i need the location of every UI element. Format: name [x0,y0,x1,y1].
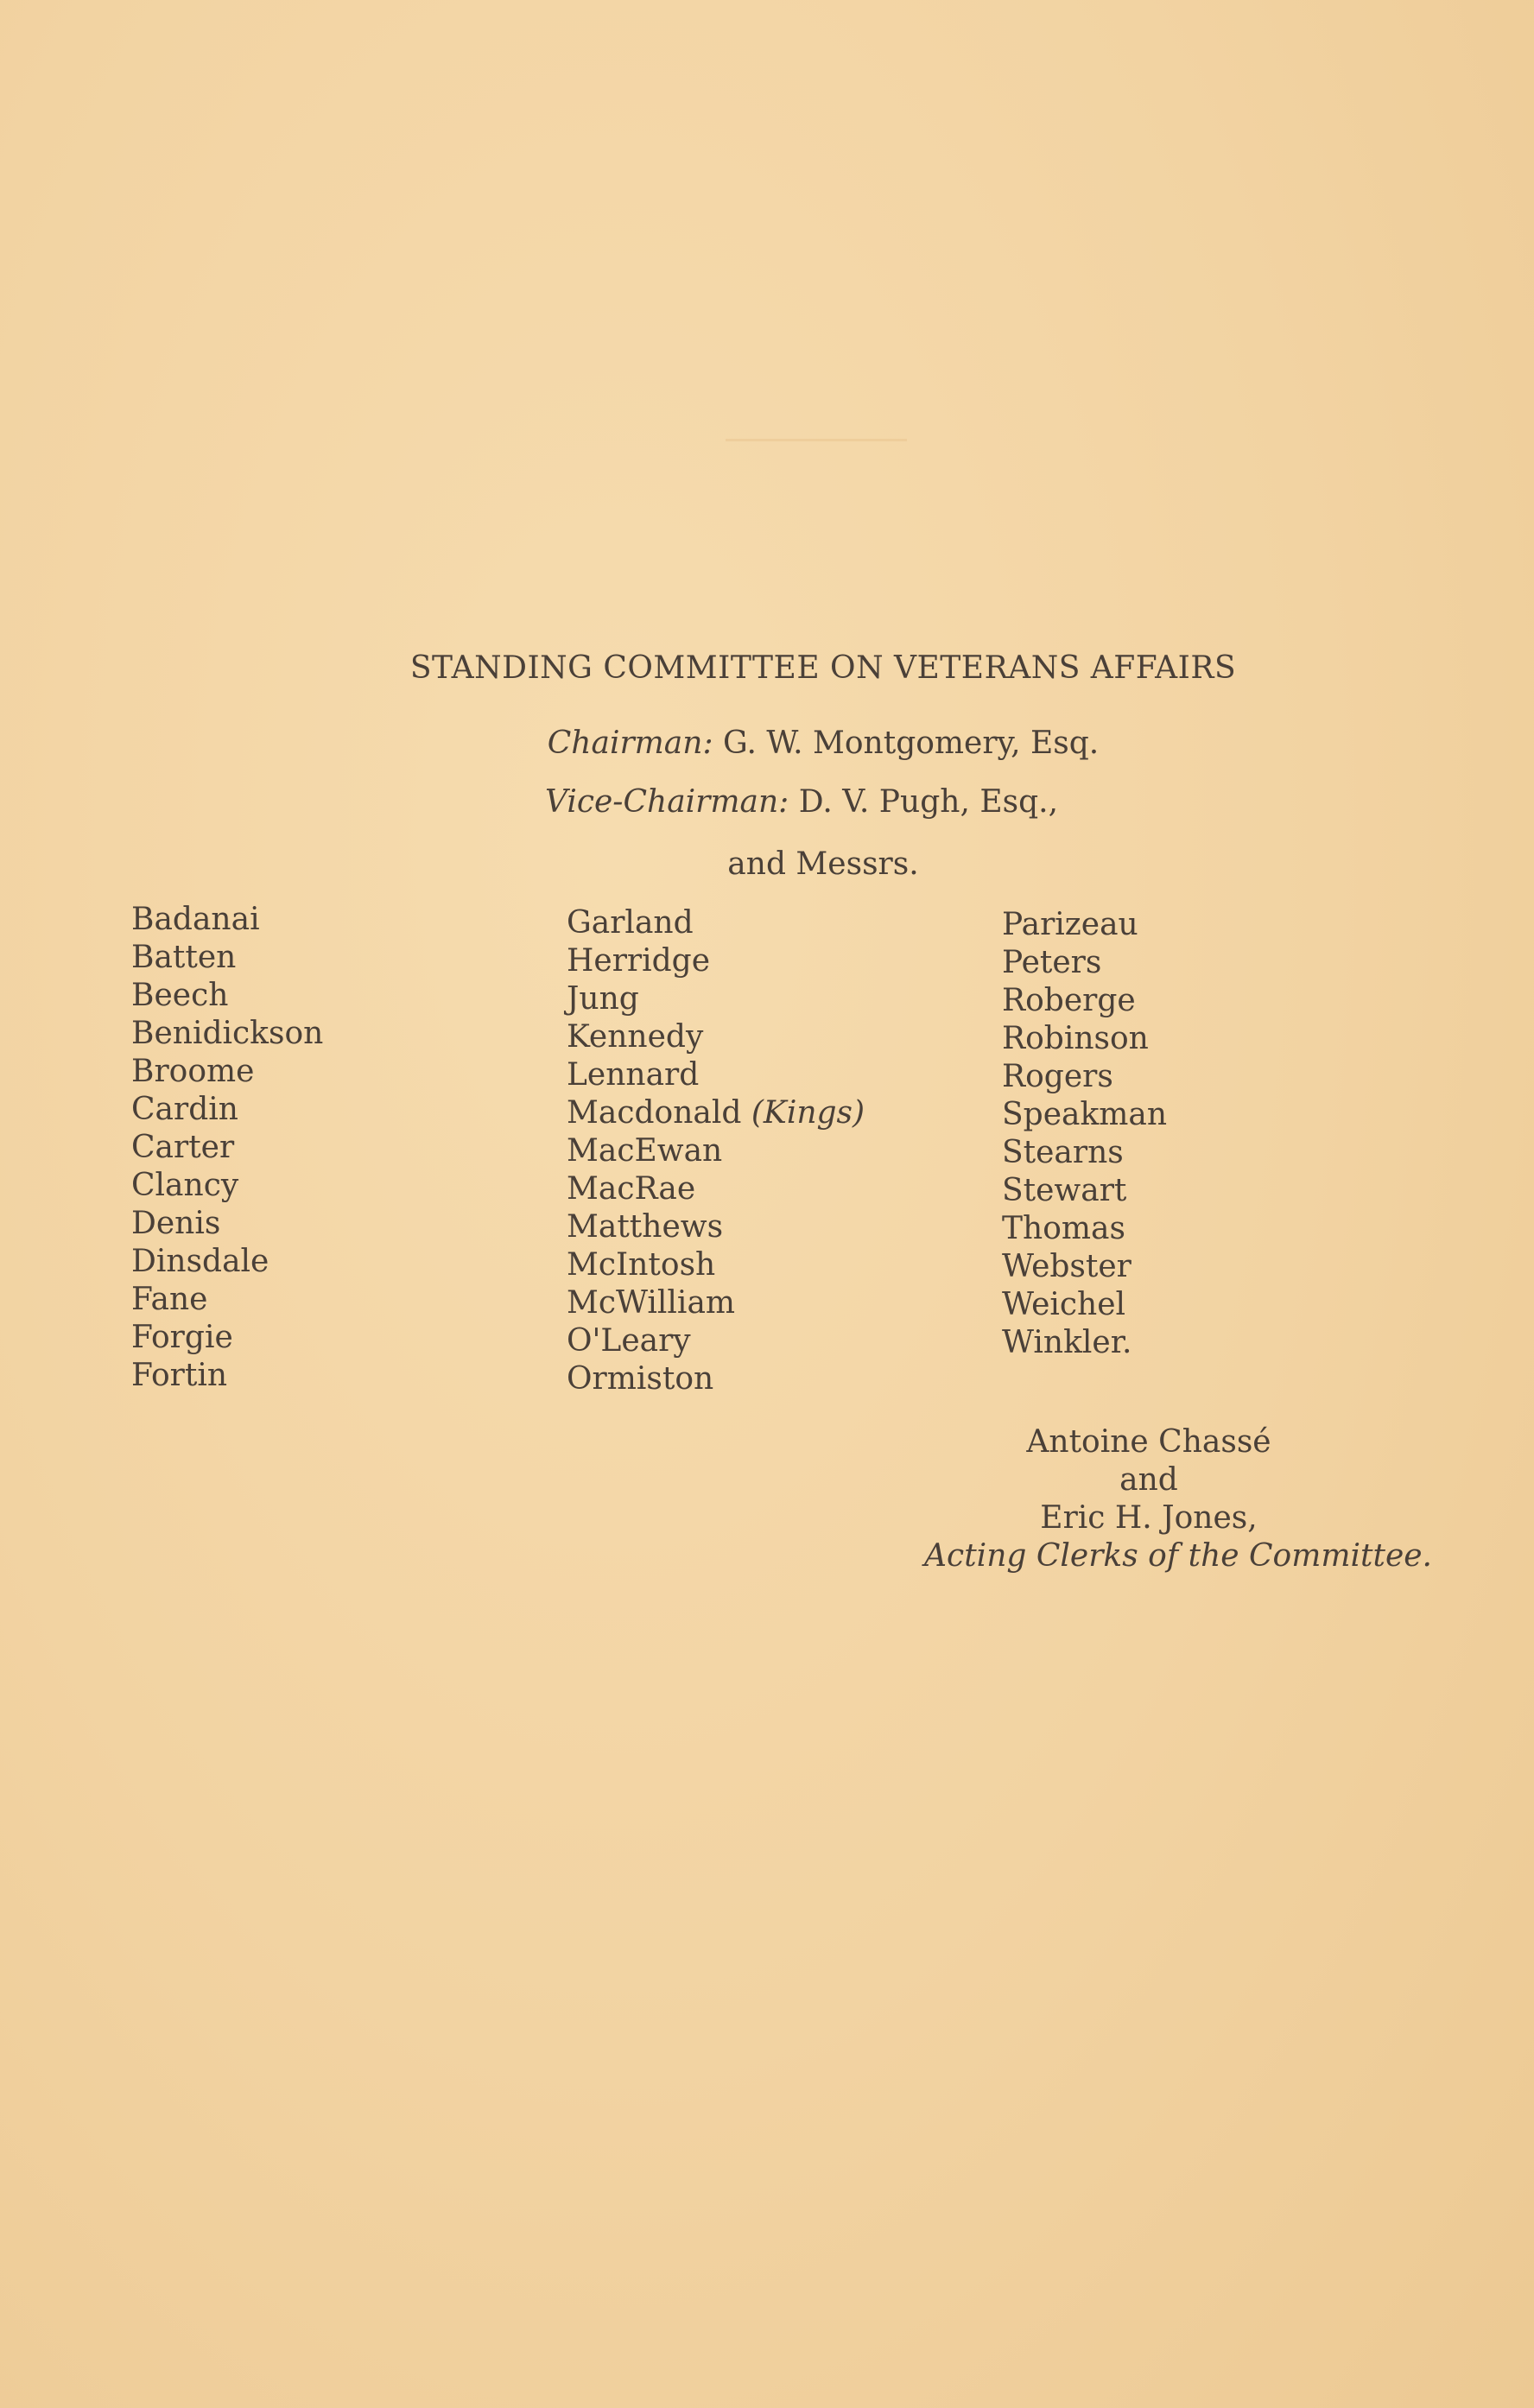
member-name: Stewart [1002,1173,1127,1208]
members-column-3 [1002,906,1167,1362]
member-name: Fane [131,1282,208,1317]
member-name: Beech [131,978,229,1013]
member-name: Matthews [567,1209,724,1245]
vice-chairman-line [0,784,1534,820]
member-name: Broome [131,1054,255,1089]
member-name: Stearns [1002,1135,1124,1170]
member-name: MacEwan [567,1133,723,1169]
member-name: Speakman [1002,1097,1168,1132]
member-name: Parizeau [1002,907,1138,942]
member-name: Rogers [1002,1059,1113,1094]
members-column-2 [567,904,865,1398]
member-name: Carter [131,1130,235,1165]
member-riding-note: (Kings) [751,1095,865,1131]
member-name: Ormiston [567,1361,714,1397]
member-name: McIntosh [567,1247,716,1283]
member-name: Lennard [567,1057,700,1093]
member-name: Winkler. [1002,1325,1132,1360]
clerk-title: Acting Clerks of the Committee. [924,1538,1432,1574]
member-name: Benidickson [131,1016,324,1051]
member-name: McWilliam [567,1285,736,1321]
member-name: Herridge [567,943,711,979]
show-through-rule [726,439,907,441]
member-name: Jung [567,981,639,1017]
member-name: Cardin [131,1092,238,1127]
member-name: Dinsdale [131,1244,269,1279]
messrs-line: and Messrs. [727,846,919,882]
member-name-with-note [567,1094,865,1132]
member-name: Roberge [1002,983,1136,1018]
member-name: Webster [1002,1249,1131,1284]
members-column-1 [131,901,323,1395]
clerk-name-2: Eric H. Jones, [1040,1500,1258,1536]
member-name: Clancy [131,1168,239,1203]
member-name: MacRae [567,1171,696,1207]
member-name: Weichel [1002,1287,1126,1322]
member-name: Kennedy [567,1019,704,1055]
member-name: Robinson [1002,1021,1149,1056]
member-name: Thomas [1002,1211,1125,1246]
chairman-role: Chairman: [547,726,713,761]
clerk-conjunction: and [1119,1462,1178,1498]
committee-title: STANDING COMMITTEE ON VETERANS AFFAIRS [409,650,1237,686]
member-name: Garland [567,905,694,941]
member-name: Batten [131,940,237,975]
clerk-name-1: Antoine Chassé [1026,1424,1271,1460]
vice-chairman-name: D. V. Pugh, Esq., [798,784,1059,820]
chairman-name: G. W. Montgomery, Esq. [723,726,1100,761]
member-name: Denis [131,1206,221,1241]
member-name: Peters [1002,945,1102,980]
member-name: Badanai [131,902,260,937]
member-name: Fortin [131,1358,228,1393]
chairman-line [0,726,1534,761]
member-name: O'Leary [567,1323,691,1359]
member-name: Macdonald [567,1095,742,1131]
vice-chairman-role: Vice-Chairman: [544,784,789,820]
clerks-signature-block [855,1423,1442,1575]
member-name: Forgie [131,1320,233,1355]
